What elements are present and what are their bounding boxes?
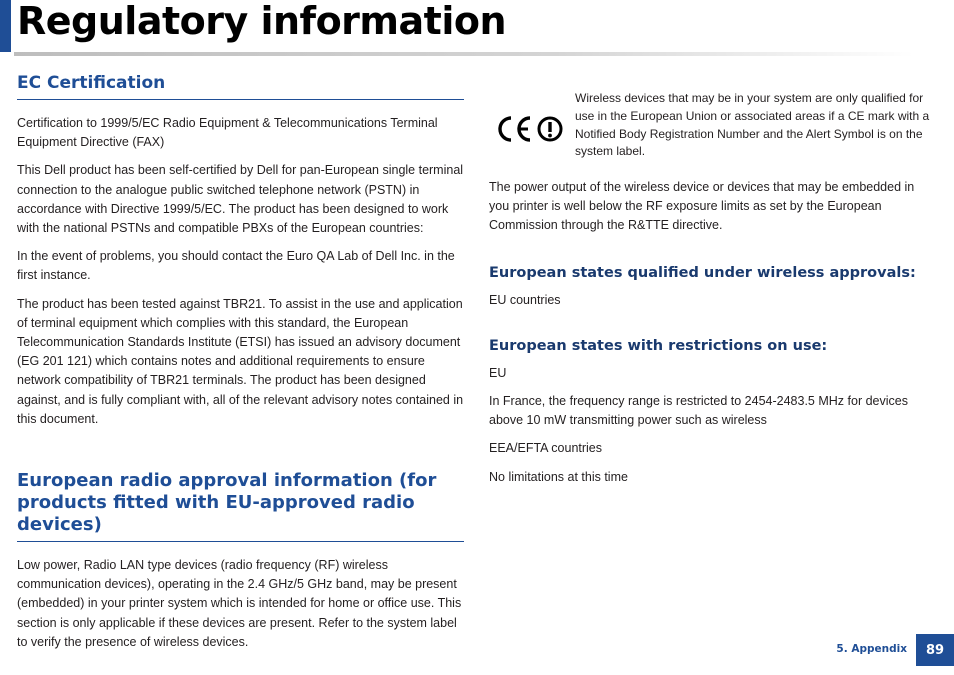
right-column: [489, 90, 934, 487]
alert-symbol-icon: [539, 118, 561, 140]
ec-paragraph: This Dell product has been self-certified by Dell for pan-European single terminal connection to the analogue public switched telephone network (PSTN) in accordance with Directive 1999/5/EC. The product has been designed to work with the national PSTNs and compatible PBXs of the European countries:: [17, 163, 464, 236]
restriction-item: In France, the frequency range is restricted to 2454-2483.5 MHz for devices above 10 mW transmitting power such as wireless: [489, 394, 908, 428]
footer-section-label: 5. Appendix: [836, 643, 907, 655]
title-accent-bar: [0, 0, 11, 52]
ec-certification-heading: EC Certification: [17, 72, 464, 100]
qualified-states-heading: European states qualified under wireless approvals:: [489, 264, 916, 281]
title-rule: [14, 52, 914, 56]
radio-approval-heading: European radio approval information (for products fitted with EU-approved radio devices): [17, 470, 464, 542]
page-number-badge: 89: [916, 634, 954, 666]
restriction-item: EEA/EFTA countries: [489, 441, 603, 456]
restrictions-heading: European states with restrictions on use:: [489, 337, 828, 354]
ec-paragraph: In the event of problems, you should contact the Euro QA Lab of Dell Inc. in the first instance.: [17, 249, 455, 283]
ce-note-text: Wireless devices that may be in your system are only qualified for use in the European Union or associated areas if a CE mark with a Notified Body Registration Number and the Alert Symbol is on the system label.: [575, 91, 930, 159]
radio-approval-paragraph: Low power, Radio LAN type devices (radio frequency (RF) wireless communication devices), operating in the 2.4 GHz/5 GHz band, may be present (embedded) in your printer system which is intended for home or office use. This section is only applicable if these devices are present. Refer to the system label to verify the presence of wireless devices.: [17, 558, 462, 649]
restriction-item: EU: [489, 365, 507, 380]
ec-paragraph: The product has been tested against TBR21. To assist in the use and application of terminal equipment which complies with this standard, the European Telecommunication Standards Institute (ETSI) has issued an advisory document (EG 201 121) which contains notes and additional requirements to ensure network compatibility of TBR21 terminals. The product has been designed against, and is fully compliant with, all of the relevant advisory notes contained in this document.: [17, 296, 464, 426]
power-output-paragraph: The power output of the wireless device or devices that may be embedded in you printer is well below the RF exposure limits as set by the European Commission through the R&TTE directive.: [489, 180, 915, 233]
ce-notice: [489, 90, 934, 168]
qualified-states-text: EU countries: [489, 292, 561, 307]
restriction-item: No limitations at this time: [489, 469, 628, 484]
ec-paragraph: Certification to 1999/5/EC Radio Equipment & Telecommunications Terminal Equipment Directive (FAX): [17, 116, 438, 150]
ce-symbols: [489, 90, 575, 168]
ce-mark-icon: [497, 114, 563, 144]
page-title: Regulatory information: [17, 0, 507, 43]
left-column: [17, 72, 464, 652]
